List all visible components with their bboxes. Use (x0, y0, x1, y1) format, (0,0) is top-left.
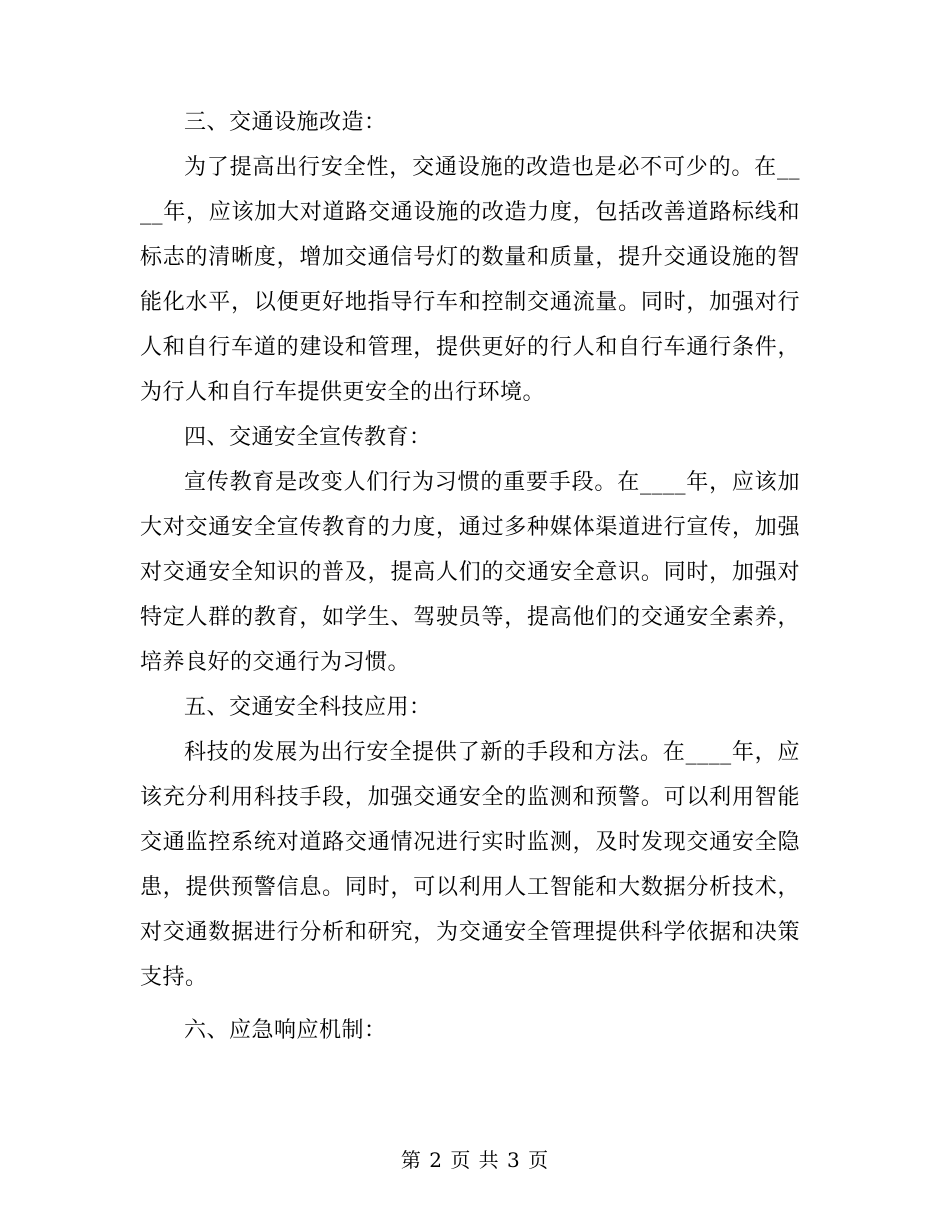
section-paragraph: 科技的发展为出行安全提供了新的手段和方法。在____年，应该充分利用科技手段，加强交通安全的监测和预警。可以利用智能交通监控系统对道路交通情况进行实时监测，及时发现交通安全隐患，提供预警信息。同时，可以利用人工智能和大数据分析技术，对交通数据进行分析和研究，为交通安全管理提供科学依据和决策支持。 (140, 740, 800, 990)
section-paragraph: 为了提高出行安全性，交通设施的改造也是必不可少的。在____年，应该加大对道路交通设施的改造力度，包括改善道路标线和标志的清晰度，增加交通信号灯的数量和质量，提升交通设施的智能化水平，以便更好地指导行车和控制交通流量。同时，加强对行人和自行车道的建设和管理，提供更好的行人和自行车通行条件，为行人和自行车提供更安全的出行环境。 (140, 155, 800, 405)
section-heading: 三、交通设施改造： (184, 110, 387, 135)
section-paragraph: 宣传教育是改变人们行为习惯的重要手段。在____年，应该加大对交通安全宣传教育的力度，通过多种媒体渠道进行宣传，加强对交通安全知识的普及，提高人们的交通安全意识。同时，加强对特定人群的教育，如学生、驾驶员等，提高他们的交通安全素养，培养良好的交通行为习惯。 (140, 470, 800, 675)
section-heading: 四、交通安全宣传教育： (184, 425, 432, 450)
section-heading: 五、交通安全科技应用： (184, 695, 432, 720)
page-number-footer: 第 2 页 共 3 页 (400, 1148, 550, 1172)
section-heading: 六、应急响应机制： (184, 1018, 387, 1043)
document-body (140, 100, 800, 1053)
